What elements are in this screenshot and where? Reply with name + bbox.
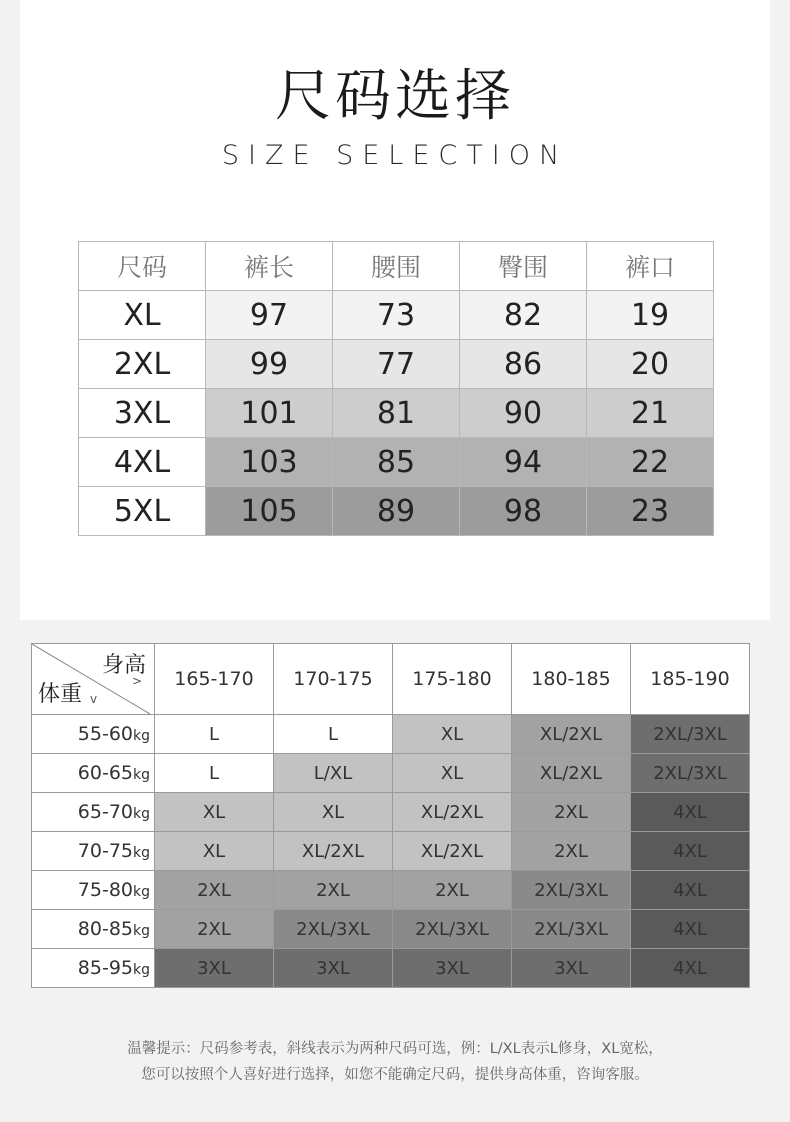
size-table-header-cell: 臀围 xyxy=(460,242,587,291)
tip-line-2: 您可以按照个人喜好进行选择，如您不能确定尺码，提供身高体重，咨询客服。 xyxy=(141,1067,649,1083)
size-table-header-cell: 腰围 xyxy=(333,242,460,291)
recommended-size-cell: XL xyxy=(393,715,512,754)
weight-range-header xyxy=(32,910,155,949)
recommended-size-cell: 2XL xyxy=(155,871,274,910)
size-table-row xyxy=(79,487,714,536)
measurement-cell: 21 xyxy=(587,389,714,438)
measurement-cell: 99 xyxy=(206,340,333,389)
size-table-row xyxy=(79,340,714,389)
weight-range-value: 65-70 xyxy=(77,801,133,823)
fit-table-row xyxy=(32,715,750,754)
size-label-cell: 2XL xyxy=(79,340,206,389)
recommended-size-cell: L xyxy=(155,715,274,754)
fit-table-row xyxy=(32,793,750,832)
weight-unit: kg xyxy=(133,962,150,978)
recommended-size-cell: XL/2XL xyxy=(393,832,512,871)
measurement-cell: 77 xyxy=(333,340,460,389)
weight-unit: kg xyxy=(133,845,150,861)
measurement-cell: 73 xyxy=(333,291,460,340)
recommended-size-cell: 2XL/3XL xyxy=(393,910,512,949)
weight-range-value: 85-95 xyxy=(77,957,133,979)
size-table-row xyxy=(79,291,714,340)
weight-unit: kg xyxy=(133,806,150,822)
recommended-size-cell: 2XL/3XL xyxy=(631,715,750,754)
measurement-cell: 101 xyxy=(206,389,333,438)
recommended-size-cell: 2XL xyxy=(155,910,274,949)
recommended-size-cell: XL/2XL xyxy=(393,793,512,832)
size-label-cell: 4XL xyxy=(79,438,206,487)
weight-range-header xyxy=(32,793,155,832)
measurement-cell: 90 xyxy=(460,389,587,438)
weight-unit: kg xyxy=(133,923,150,939)
fit-table-row xyxy=(32,871,750,910)
weight-unit: kg xyxy=(133,767,150,783)
measurement-cell: 89 xyxy=(333,487,460,536)
weight-unit: kg xyxy=(133,728,150,744)
size-label-cell: XL xyxy=(79,291,206,340)
recommended-size-cell: 4XL xyxy=(631,910,750,949)
measurement-cell: 22 xyxy=(587,438,714,487)
size-table-row xyxy=(79,438,714,487)
height-range-header: 175-180 xyxy=(393,644,512,715)
recommended-size-cell: 3XL xyxy=(155,949,274,988)
measurement-cell: 86 xyxy=(460,340,587,389)
measurement-cell: 98 xyxy=(460,487,587,536)
measurement-cell: 103 xyxy=(206,438,333,487)
measurement-cell: 19 xyxy=(587,291,714,340)
weight-unit: kg xyxy=(133,884,150,900)
weight-range-value: 55-60 xyxy=(77,723,133,745)
size-table-header-cell: 裤口 xyxy=(587,242,714,291)
recommended-size-cell: XL xyxy=(155,793,274,832)
weight-range-header xyxy=(32,949,155,988)
recommended-size-cell: 4XL xyxy=(631,832,750,871)
size-label-cell: 5XL xyxy=(79,487,206,536)
recommended-size-cell: 2XL xyxy=(512,793,631,832)
measurement-cell: 105 xyxy=(206,487,333,536)
recommended-size-cell: 2XL xyxy=(512,832,631,871)
recommended-size-cell: 2XL/3XL xyxy=(512,910,631,949)
chevron-down-icon: v xyxy=(90,692,98,706)
recommended-size-cell: 3XL xyxy=(393,949,512,988)
recommended-size-cell: L xyxy=(155,754,274,793)
recommended-size-cell: 2XL/3XL xyxy=(631,754,750,793)
recommended-size-cell: L/XL xyxy=(274,754,393,793)
weight-range-header xyxy=(32,754,155,793)
recommended-size-cell: XL xyxy=(155,832,274,871)
chevron-right-icon: > xyxy=(131,674,142,688)
height-weight-fit-table xyxy=(31,643,750,988)
table-corner-cell xyxy=(32,644,155,715)
recommended-size-cell: 2XL xyxy=(274,871,393,910)
measurement-cell: 20 xyxy=(587,340,714,389)
fit-table-row xyxy=(32,910,750,949)
size-table-header-cell: 尺码 xyxy=(79,242,206,291)
recommended-size-cell: XL/2XL xyxy=(512,715,631,754)
height-range-header: 170-175 xyxy=(274,644,393,715)
measurement-cell: 85 xyxy=(333,438,460,487)
height-range-header: 180-185 xyxy=(512,644,631,715)
weight-range-header xyxy=(32,715,155,754)
weight-range-header xyxy=(32,832,155,871)
recommended-size-cell: XL xyxy=(393,754,512,793)
recommended-size-cell: 3XL xyxy=(274,949,393,988)
recommended-size-cell: XL/2XL xyxy=(512,754,631,793)
weight-axis-label: 体重 xyxy=(38,682,83,707)
measurement-cell: 23 xyxy=(587,487,714,536)
page-title: 尺码选择 xyxy=(275,64,515,129)
measurement-cell: 94 xyxy=(460,438,587,487)
size-table-header-row xyxy=(79,242,714,291)
recommended-size-cell: 3XL xyxy=(512,949,631,988)
weight-range-value: 80-85 xyxy=(77,918,133,940)
measurement-cell: 82 xyxy=(460,291,587,340)
recommended-size-cell: 4XL xyxy=(631,949,750,988)
size-table-header-cell: 裤长 xyxy=(206,242,333,291)
recommended-size-cell: 4XL xyxy=(631,793,750,832)
recommended-size-cell: L xyxy=(274,715,393,754)
weight-range-header xyxy=(32,871,155,910)
recommended-size-cell: XL/2XL xyxy=(274,832,393,871)
recommended-size-cell: 2XL xyxy=(393,871,512,910)
fit-table-row xyxy=(32,754,750,793)
weight-range-value: 70-75 xyxy=(77,840,133,862)
page-subtitle: SIZE SELECTION xyxy=(221,140,569,171)
tip-line-1: 温馨提示：尺码参考表，斜线表示为两种尺码可选，例：L/XL表示L修身，XL宽松， xyxy=(127,1041,663,1057)
weight-range-value: 60-65 xyxy=(77,762,133,784)
fit-table-row xyxy=(32,832,750,871)
height-range-header: 185-190 xyxy=(631,644,750,715)
height-range-header: 165-170 xyxy=(155,644,274,715)
recommended-size-cell: 2XL/3XL xyxy=(512,871,631,910)
size-label-cell: 3XL xyxy=(79,389,206,438)
size-table-row xyxy=(79,389,714,438)
size-measurement-table xyxy=(78,241,714,536)
measurement-cell: 81 xyxy=(333,389,460,438)
measurement-cell: 97 xyxy=(206,291,333,340)
recommended-size-cell: 2XL/3XL xyxy=(274,910,393,949)
weight-range-value: 75-80 xyxy=(77,879,133,901)
recommended-size-cell: XL xyxy=(274,793,393,832)
fit-table-row xyxy=(32,949,750,988)
recommended-size-cell: 4XL xyxy=(631,871,750,910)
height-axis-label: 身高 xyxy=(101,653,146,678)
